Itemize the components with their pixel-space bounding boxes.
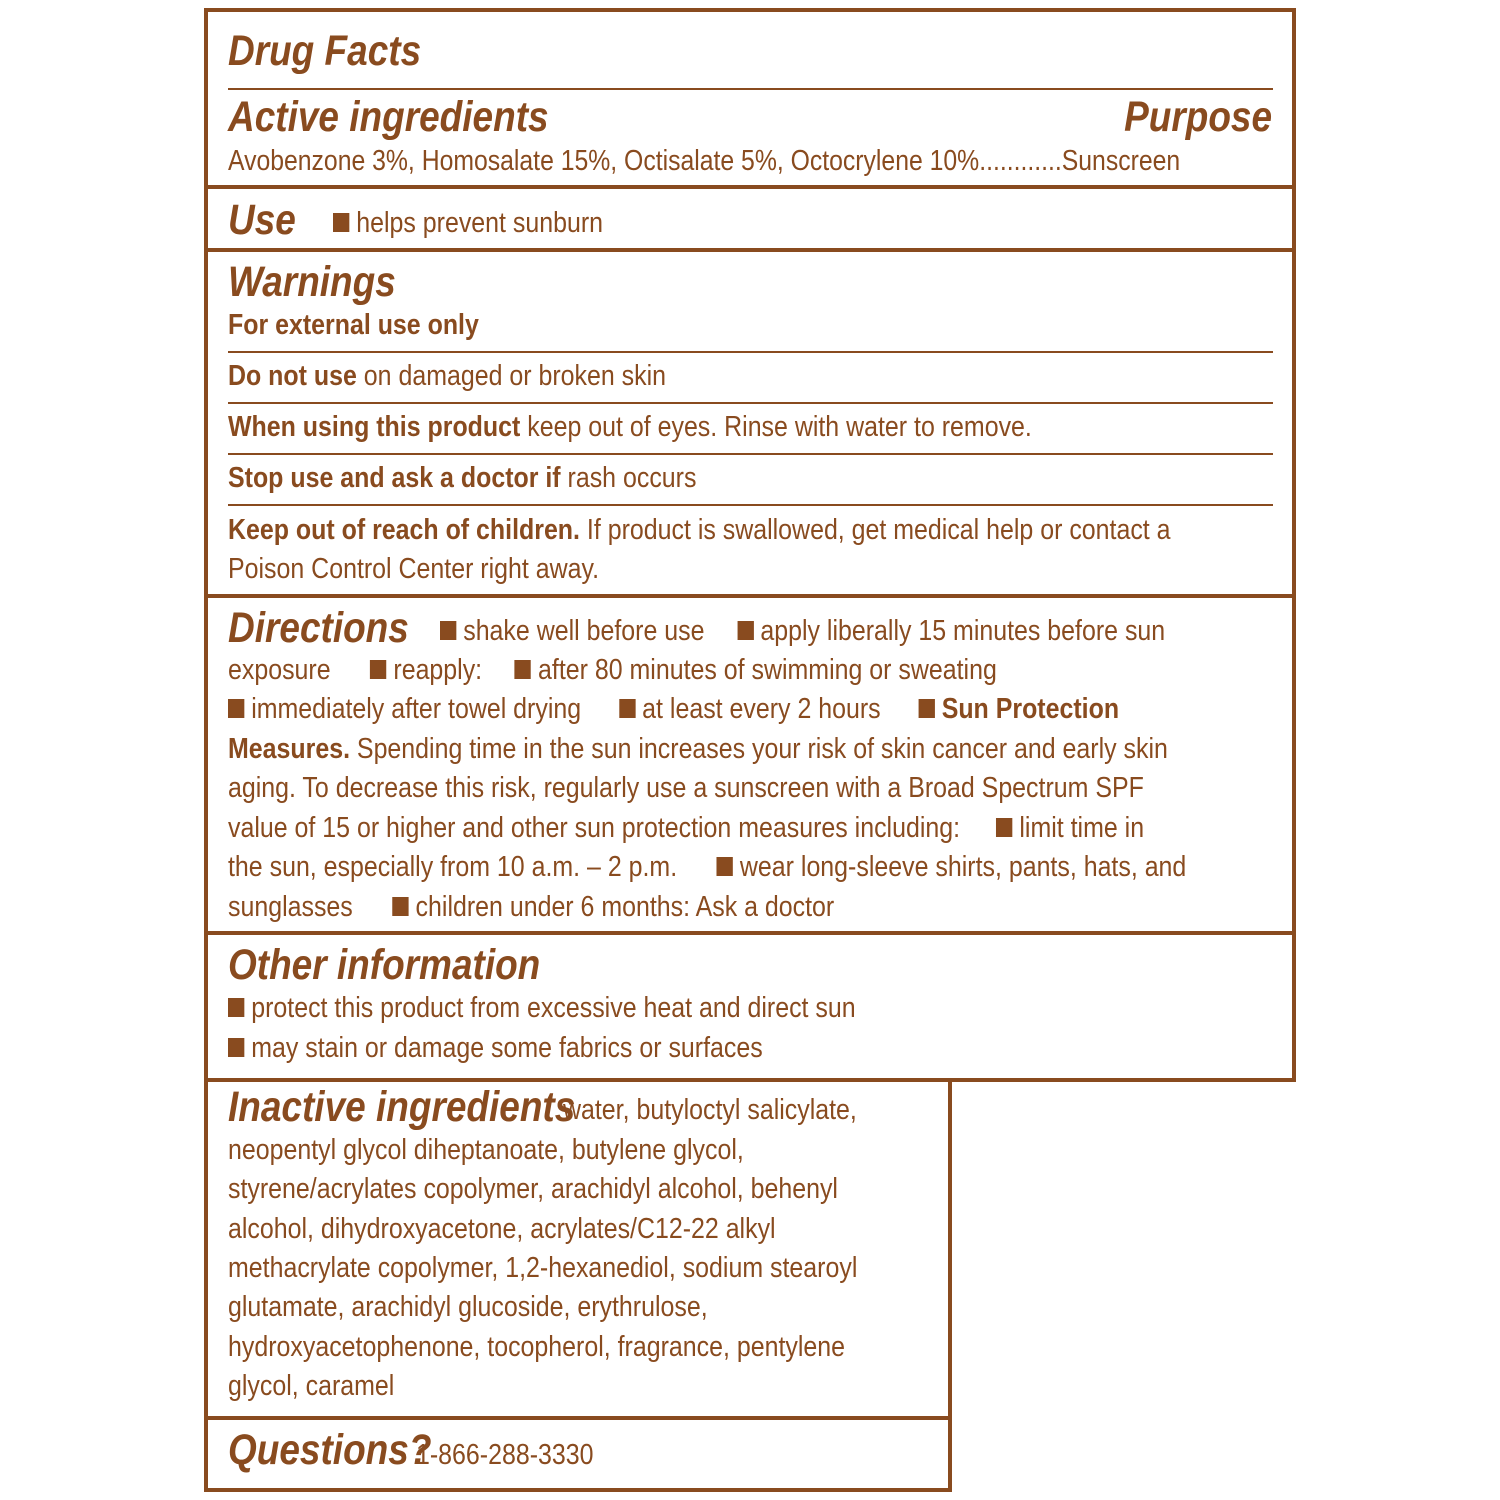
purpose-heading: Purpose [1124, 93, 1272, 141]
directions-line-4: Measures. Spending time in the sun increases your risk of skin cancer and early skin [228, 733, 1168, 765]
bullet-square-icon [515, 660, 531, 679]
other-information-item: may stain or damage some fabrics or surfaces [228, 1029, 763, 1068]
directions-line-6: value of 15 or higher and other sun protection measures including: limit time in [228, 812, 1145, 844]
warnings-rule [228, 453, 1273, 455]
other-information-item: protect this product from excessive heat and direct sun [228, 989, 856, 1028]
section-divider [204, 185, 1296, 189]
use-heading: Use [228, 196, 296, 244]
other-information-heading: Other information [228, 941, 541, 989]
warnings-rule [228, 351, 1273, 353]
directions-line-2: exposure reapply: after 80 minutes of swimming or sweating [228, 654, 997, 686]
inactive-ingredients-line: glutamate, arachidyl glucoside, erythrulose, [228, 1291, 708, 1323]
directions-line-3: immediately after towel drying at least every 2 hours Sun Protection [228, 690, 1119, 729]
directions-line-5: aging. To decrease this risk, regularly use a sunscreen with a Broad Spectrum SPF [228, 772, 1144, 804]
bullet-square-icon [228, 1038, 244, 1057]
warnings-rule [228, 504, 1273, 506]
active-ingredients-heading: Active ingredients [228, 93, 549, 141]
stop-use-warning: Stop use and ask a doctor if rash occurs [228, 462, 697, 494]
bullet-square-icon [737, 621, 753, 640]
bullet-square-icon [918, 699, 934, 718]
section-divider [204, 248, 1296, 252]
bullet-square-icon [228, 699, 244, 718]
use-item: helps prevent sunburn [333, 204, 603, 243]
inactive-ingredients-line: neopentyl glycol diheptanoate, butylene glycol, [228, 1134, 744, 1166]
bullet-square-icon [333, 213, 349, 232]
do-not-use-warning: Do not use on damaged or broken skin [228, 360, 667, 392]
section-divider [204, 931, 1296, 935]
questions-heading: Questions? [228, 1426, 432, 1474]
page-title: Drug Facts [228, 27, 422, 75]
external-use-warning: For external use only [228, 309, 479, 341]
title-rule [228, 88, 1273, 90]
warnings-rule [228, 402, 1273, 404]
bullet-square-icon [228, 998, 244, 1017]
when-using-warning: When using this product keep out of eyes. Rinse with water to remove. [228, 411, 1032, 443]
directions-line-8: sunglasses children under 6 months: Ask a doctor [228, 891, 835, 923]
inactive-ingredients-line: alcohol, dihydroxyacetone, acrylates/C12-22 alkyl [228, 1213, 776, 1245]
directions-line-1: shake well before use apply liberally 15 minutes before sun [440, 612, 1165, 651]
bullet-square-icon [996, 818, 1012, 837]
keep-out-of-reach-warning: Keep out of reach of children. If product is swallowed, get medical help or contact a [228, 514, 1171, 546]
inactive-ingredients-line: hydroxyacetophenone, tocopherol, fragrance, pentylene [228, 1331, 846, 1363]
bullet-square-icon [392, 897, 408, 916]
questions-phone: 1-866-288-3330 [416, 1439, 594, 1471]
warnings-heading: Warnings [228, 258, 396, 306]
directions-line-7: the sun, especially from 10 a.m. – 2 p.m. wear long-sleeve shirts, pants, hats, and [228, 851, 1187, 883]
active-ingredients-line: Avobenzone 3%, Homosalate 15%, Octisalate 5%, Octocrylene 10%............Sunscreen [228, 145, 1181, 177]
bullet-square-icon [717, 857, 733, 876]
inactive-ingredients-line: styrene/acrylates copolymer, arachidyl alcohol, behenyl [228, 1173, 838, 1205]
inactive-ingredients-heading: Inactive ingredients [228, 1083, 576, 1131]
inactive-ingredients-line: water, butyloctyl salicylate, [563, 1094, 857, 1126]
keep-out-of-reach-warning-cont: Poison Control Center right away. [228, 553, 600, 585]
inactive-ingredients-line: methacrylate copolymer, 1,2-hexanediol, sodium stearoyl [228, 1252, 858, 1284]
inactive-ingredients-line: glycol, caramel [228, 1370, 395, 1402]
bullet-square-icon [619, 699, 635, 718]
bullet-square-icon [370, 660, 386, 679]
bullet-square-icon [440, 621, 456, 640]
section-divider [204, 594, 1296, 598]
directions-heading: Directions [228, 604, 409, 652]
section-divider [204, 1416, 952, 1420]
